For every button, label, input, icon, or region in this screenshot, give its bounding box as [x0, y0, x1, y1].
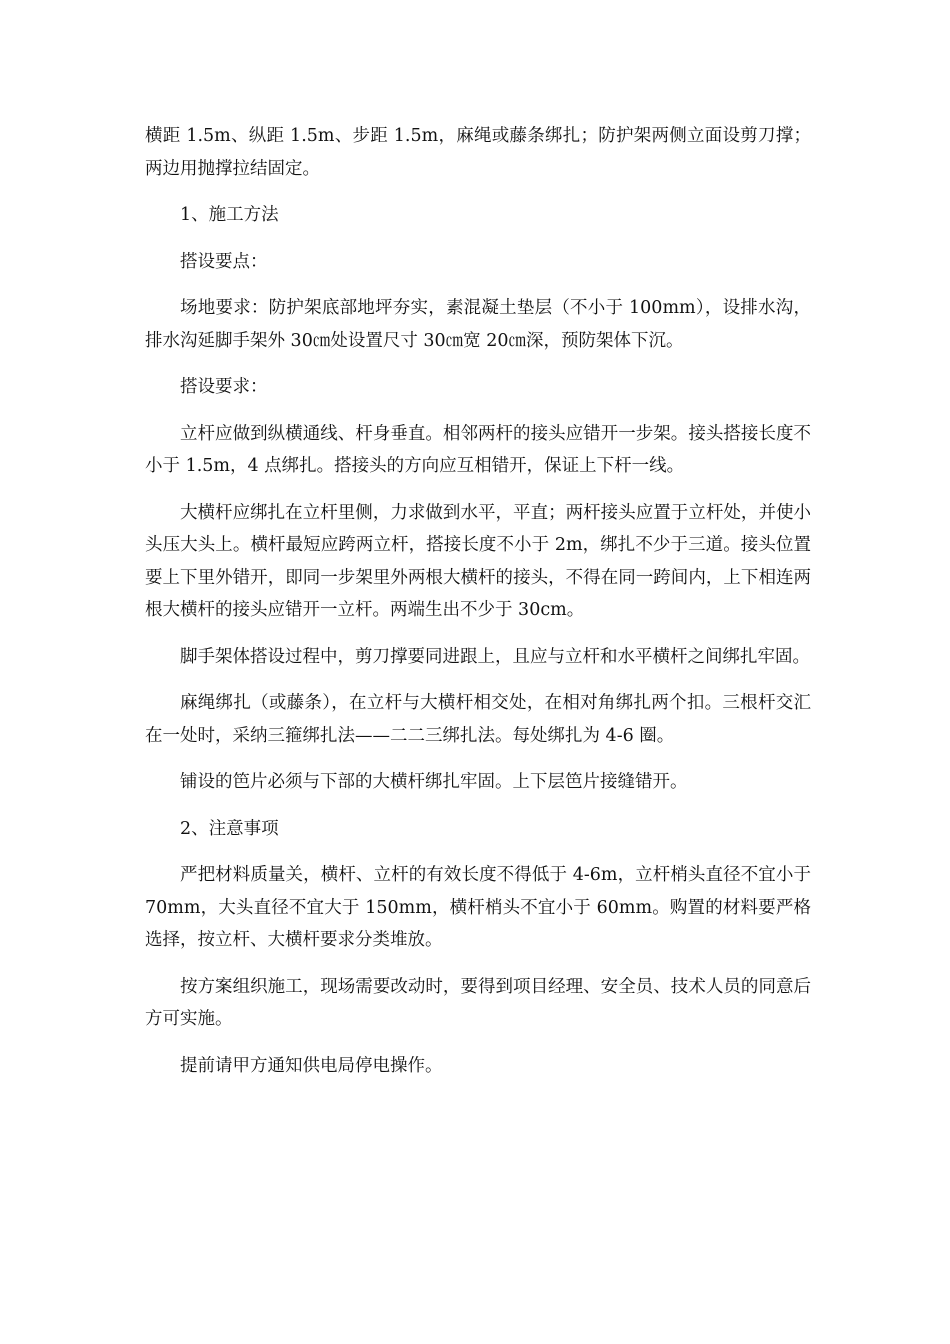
paragraph-bamboo-mats: 铺设的笆片必须与下部的大横杆绑扎牢固。上下层笆片接缝错开。: [180, 772, 688, 792]
heading-precautions: 2、注意事项: [180, 818, 279, 839]
paragraph-vertical-poles: 立杆应做到纵横通线、杆身垂直。相邻两杆的接头应错开一步架。接头搭接长度不小于 1.5m，4 点绑扎。搭接头的方向应互相错开，保证上下杆一线。: [145, 423, 811, 476]
document-body: [145, 120, 811, 1096]
heading-construction-method: 1、施工方法: [180, 205, 279, 225]
paragraph-cross-bracing: 脚手架体搭设过程中，剪刀撑要同进跟上，且应与立杆和水平横杆之间绑扎牢固。: [180, 646, 810, 667]
paragraph-bamboo-scaffold-spacing: 横距 1.5m、纵距 1.5m、步距 1.5m，麻绳或藤条绑扎；防护架两侧立面设剪刀撑；两边用抛撑拉结固定。: [145, 126, 811, 179]
subheading-erection-points: 搭设要点：: [180, 251, 268, 272]
subheading-erection-requirements: 搭设要求：: [180, 377, 268, 397]
paragraph-follow-plan: 按方案组织施工，现场需要改动时，要得到项目经理、安全员、技术人员的同意后方可实施。: [145, 976, 811, 1029]
paragraph-horizontal-bars: 大横杆应绑扎在立杆里侧，力求做到水平，平直；两杆接头应置于立杆处，并使小头压大头上。横杆最短应跨两立杆，搭接长度不小于 2m，绑扎不少于三道。接头位置要上下里外错开，即同一步架里外两根大横杆的接头，不得在同一跨间内，上下相连两根大横杆的接头应错开一立杆。两端生出不少于 30cm。: [145, 502, 811, 620]
paragraph-rope-binding: 麻绳绑扎（或藤条），在立杆与大横杆相交处，在相对角绑扎两个扣。三根杆交汇在一处时，采纳三箍绑扎法——二二三绑扎法。每处绑扎为 4-6 圈。: [145, 693, 811, 746]
paragraph-site-requirements: 场地要求：防护架底部地坪夯实，素混凝土垫层（不小于 100mm），设排水沟，排水沟延脚手架外 30㎝处设置尺寸 30㎝宽 20㎝深，预防架体下沉。: [145, 298, 811, 351]
paragraph-material-quality: 严把材料质量关，横杆、立杆的有效长度不得低于 4-6m，立杆梢头直径不宜小于 70mm，大头直径不宜大于 150mm，横杆梢头不宜小于 60mm。购置的材料要严格选择，按立杆、大横杆要求分类堆放。: [145, 865, 811, 950]
paragraph-power-outage: 提前请甲方通知供电局停电操作。: [180, 1055, 443, 1076]
